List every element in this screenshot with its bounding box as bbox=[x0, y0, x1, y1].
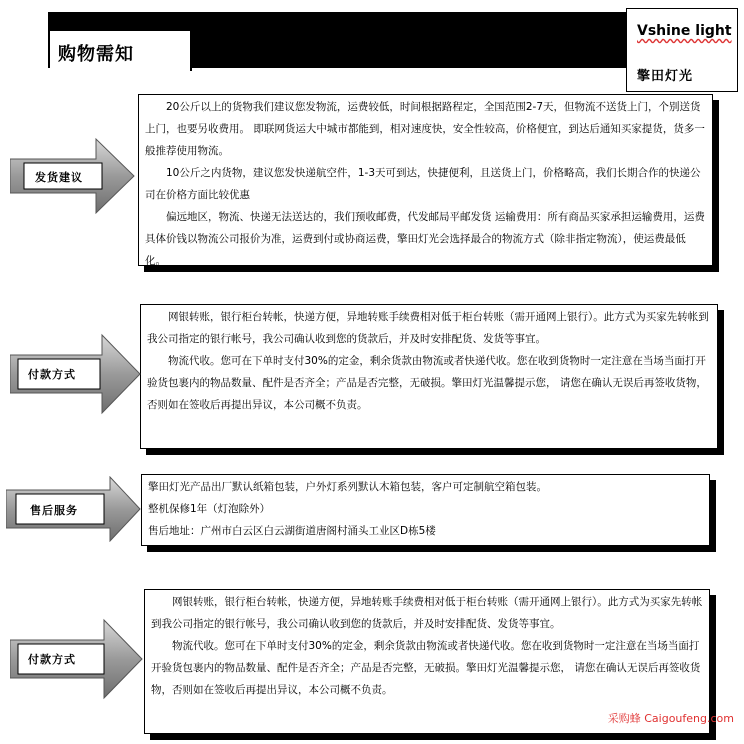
paragraph: 售后地址：广州市白云区白云湖街道唐阁村涌头工业区D栋5楼 bbox=[148, 525, 436, 537]
brand-box bbox=[626, 8, 738, 92]
section-label-aftersales: 售后服务 bbox=[30, 504, 78, 517]
brand-name-cn: 擎田灯光 bbox=[637, 69, 694, 84]
paragraph: 20公斤以上的货物我们建议您发物流，运费较低，时间根据路程定，全国范围2-7天，但物流不送货上门，个别送货上门，也要另收费用。 即联网货运大中城市都能到，相对速度快，安全性较高，价格便宜，到达后通知买家提货，货多一般推荐使用物流。 bbox=[145, 101, 705, 157]
section-label-payment: 付款方式 bbox=[28, 368, 76, 381]
paragraph: 物流代收。您可在下单时支付30%的定金，剩余货款由物流或者快递代收。您在收到货物时一定注意在当场当面打开验货包裹内的物品数量、配件是否齐全；产品是否完整，无破损。擎田灯光温馨提示您， 请您在确认无误后再签收货物，否则如在签收后再提出异议，本公司概不负责。 bbox=[147, 355, 707, 411]
paragraph: 网银转账，银行柜台转帐，快递方便，异地转账手续费相对低于柜台转账（需开通网上银行）。此方式为买家先转帐到我公司指定的银行帐号，我公司确认收到您的货款后，并及时安排配货、发货等事宜。 bbox=[151, 596, 703, 630]
section-panel-shipping bbox=[138, 94, 713, 266]
paragraph: 擎田灯光产品出厂默认纸箱包装，户外灯系列默认木箱包装，客户可定制航空箱包装。 bbox=[148, 481, 547, 493]
watermark: 采购蜂 Caigoufeng.com bbox=[607, 712, 734, 725]
paragraph: 物流代收。您可在下单时支付30%的定金，剩余货款由物流或者快递代收。您在收到货物时一定注意在当场当面打开验货包裹内的物品数量、配件是否齐全；产品是否完整，无破损。擎田灯光温馨提示您， 请您在确认无误后再签收货物，否则如在签收后再提出异议，本公司概不负责。 bbox=[151, 640, 701, 696]
page-title: 购物需知 bbox=[58, 44, 134, 65]
paragraph: 整机保修1年（灯泡除外） bbox=[148, 503, 271, 515]
paragraph: 偏远地区，物流、快递无法送达的，我们预收邮费，代发邮局平邮发货 运输费用：所有商品买家承担运输费用，运费具体价钱以物流公司报价为准，运费到付或协商运费，擎田灯光会选择最合的物流方式（除非指定物流），使运费最低化。 bbox=[145, 211, 705, 267]
section-panel-payment bbox=[140, 304, 718, 449]
section-label-shipping: 发货建议 bbox=[35, 171, 83, 184]
section-label-payment-2: 付款方式 bbox=[28, 653, 76, 666]
paragraph: 网银转账，银行柜台转帐，快递方便，异地转账手续费相对低于柜台转账（需开通网上银行）。此方式为买家先转帐到我公司指定的银行帐号，我公司确认收到您的货款后，并及时安排配货、发货等事宜。 bbox=[147, 311, 709, 345]
paragraph: 10公斤之内货物，建议您发快递航空件，1-3天可到达，快捷便利，且送货上门，价格略高，我们长期合作的快递公司在价格方面比较优惠 bbox=[145, 167, 701, 201]
header-title-tab bbox=[50, 31, 192, 71]
section-panel-aftersales bbox=[141, 474, 710, 546]
brand-name-en: Vshine light bbox=[637, 23, 732, 39]
